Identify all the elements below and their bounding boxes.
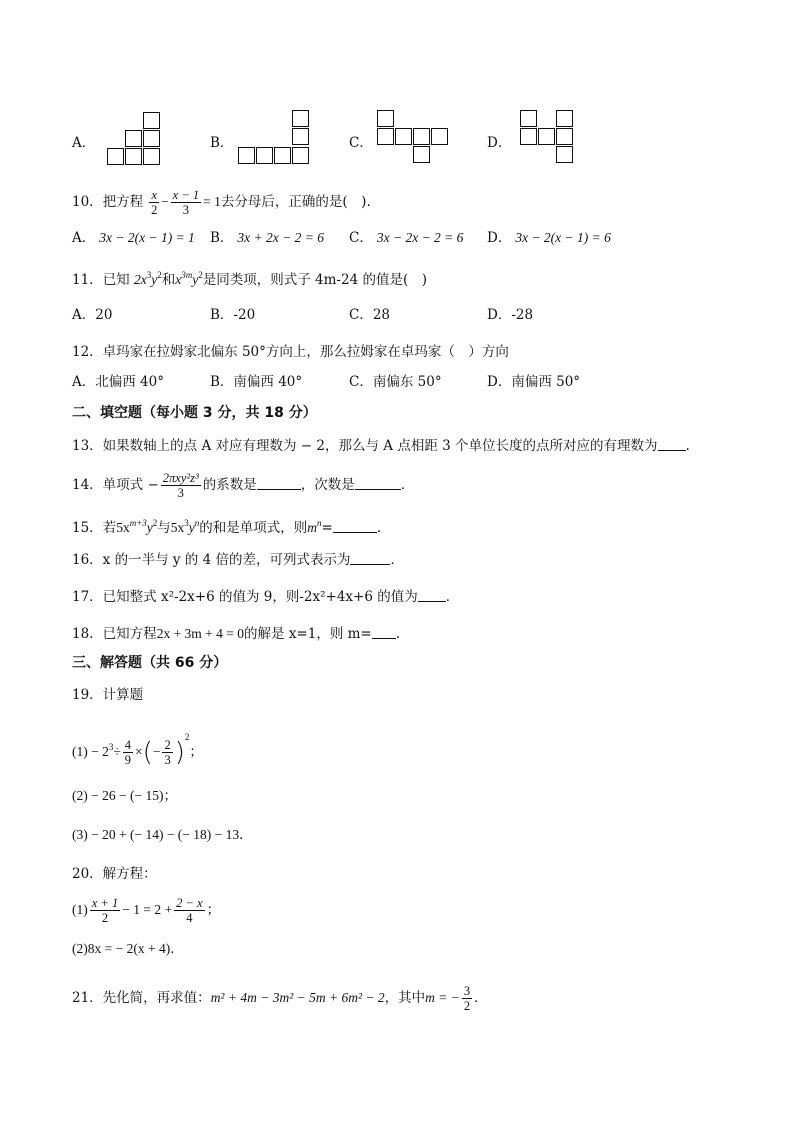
q20-title: 20．解方程： bbox=[72, 866, 157, 882]
q11-option-d: D．-28 bbox=[487, 307, 534, 323]
q10-option-b: B． 3x + 2x − 2 = 6 bbox=[210, 230, 324, 246]
q9-option-a-label: A． bbox=[72, 135, 96, 151]
q14-stem: 14．单项式 − $\frac{\text{2πxy²z³}}{3}$ 的系数是 ，次数是 ． bbox=[72, 471, 415, 500]
q10-option-c: C． 3x − 2x − 2 = 6 bbox=[349, 230, 464, 246]
q12-option-b: B．南偏西 40° bbox=[210, 374, 303, 390]
q11-option-a: A．20 bbox=[72, 307, 113, 323]
q21-stem: 21．先化简，再求值：m² + 4m − 3m² − 5m + 6m² − 2，其中m = − $\frac{3}{2}$ ． bbox=[72, 984, 488, 1013]
q12-stem: 12．卓玛家在拉姆家北偏东 50°方向上，那么拉姆家在卓玛家（ ）方向 bbox=[72, 344, 509, 360]
q10-fraction-1: $\frac{x}{2}$ bbox=[151, 188, 158, 217]
q19-fraction-four-ninths: $\frac{4}{9}$ bbox=[124, 738, 132, 767]
q9-option-a-figure bbox=[107, 112, 162, 167]
q20-fraction-2: $\frac{2 - x}{4}$ bbox=[176, 896, 203, 925]
q18-stem: 18．已知方程2x + 3m + 4 = 0的解是 x=1，则 m= . bbox=[72, 626, 401, 642]
q20-fraction-1: $\frac{x + 1}{2}$ bbox=[91, 896, 119, 925]
q21-fraction: $\frac{3}{2}$ bbox=[463, 984, 471, 1013]
q17-answer-blank[interactable] bbox=[418, 588, 446, 602]
q11-stem: 11．已知 $2x^3y^2$和$x^{3m}y^2$是同类项，则式子 4m-24 的值是( ) bbox=[72, 270, 427, 288]
q11-option-b: B．-20 bbox=[210, 307, 256, 323]
q10-stem: 10．把方程 $\frac{x}{2}$ − $\frac{x - 1}{3}$ = 1去分母后，正确的是( ). bbox=[72, 188, 371, 217]
q13-answer-blank[interactable] bbox=[658, 437, 686, 451]
q10-fraction-2: $\frac{x - 1}{3}$ bbox=[172, 188, 200, 217]
section-2-heading: 二、填空题（每小题 3 分，共 18 分） bbox=[72, 405, 317, 421]
q9-option-d-label: D． bbox=[487, 135, 512, 151]
q14-degree-blank[interactable] bbox=[355, 476, 401, 490]
q19-part-1: $(1) - 2^3\div$ $\frac{4}{9}$ ×(− $\frac{2}{3}$ )$^2$； bbox=[72, 732, 203, 768]
q9-option-b-figure bbox=[238, 110, 311, 166]
q19-part-2: (2) − 26 − (− 15)； bbox=[72, 788, 177, 803]
q9-option-c-label: C． bbox=[349, 135, 373, 151]
section-3-heading: 三、解答题（共 66 分） bbox=[72, 655, 228, 671]
q18-answer-blank[interactable] bbox=[372, 625, 396, 639]
q14-coefficient-blank[interactable] bbox=[257, 476, 301, 490]
q19-fraction-two-thirds: $\frac{2}{3}$ bbox=[164, 738, 171, 767]
q10-option-d: D． 3x − 2(x − 1) = 6 bbox=[487, 230, 611, 246]
q15-stem: 15．若$5x^{m+3}y^2$与$5x^3y^n$的和是单项式，则$m^n=$ ． bbox=[72, 518, 391, 536]
q19-title: 19．计算题 bbox=[72, 687, 144, 703]
q9-option-b-label: B． bbox=[210, 135, 234, 151]
q16-stem: 16．x 的一半与 y 的 4 倍的差，可列式表示为 ． bbox=[72, 552, 404, 568]
q17-stem: 17．已知整式 x²-2x+6 的值为 9，则-2x²+4x+6 的值为 ． bbox=[72, 589, 460, 605]
q19-part-3: (3) − 20 + (− 14) − (− 18) − 13． bbox=[72, 827, 253, 842]
q9-option-d-figure bbox=[520, 110, 574, 164]
q20-part-1: (1) $\frac{x + 1}{2}$ − 1 = 2 + $\frac{2 - x}{4}$ ； bbox=[72, 896, 221, 925]
q11-option-c: C．28 bbox=[349, 307, 391, 323]
q14-fraction: $\frac{\text{2πxy²z³}}{3}$ bbox=[162, 471, 199, 500]
q12-option-a: A．北偏西 40° bbox=[72, 374, 164, 390]
q12-option-c: C．南偏东 50° bbox=[349, 374, 442, 390]
q10-option-a: A． 3x − 2(x − 1) = 1 bbox=[72, 230, 195, 246]
q12-option-d: D．南偏西 50° bbox=[487, 374, 581, 390]
q9-option-c-figure bbox=[377, 110, 449, 165]
q13-stem: 13．如果数轴上的点 A 对应有理数为 − 2，那么与 A 点相距 3 个单位长度的点所对应的有理数为 . bbox=[72, 438, 690, 454]
q16-answer-blank[interactable] bbox=[350, 551, 390, 565]
q15-answer-blank[interactable] bbox=[333, 519, 377, 533]
q20-part-2: (2)8x = − 2(x + 4)． bbox=[72, 941, 184, 956]
